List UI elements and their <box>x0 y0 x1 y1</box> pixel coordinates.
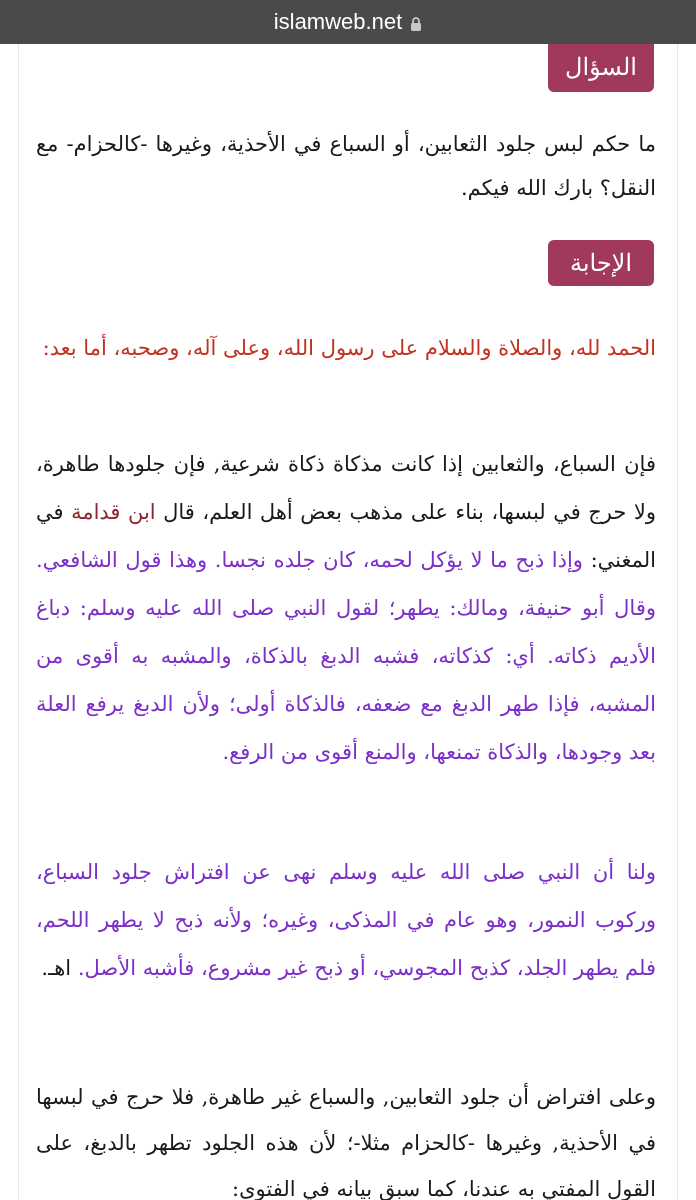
answer-paragraph-1 <box>36 440 656 776</box>
answer-intro: الحمد لله، والصلاة والسلام على رسول الله، وعلى آله، وصحبه، أما بعد: <box>42 336 656 360</box>
answer-paragraph-3: وعلى افتراض أن جلود الثعابين, والسباع غير طاهرة, فلا حرج في لبسها في الأحذية, وغيرها -كالحزام مثلا-؛ لأن هذه الجلود تطهر بالدبغ، على القول المفتي به عندنا، كما سبق بيانه في الفتوى: <box>36 1085 656 1200</box>
question-tab: السؤال <box>548 44 654 92</box>
page-content <box>0 44 696 1200</box>
question-text: ما حكم لبس جلود الثعابين، أو السباع في الأحذية، وغيرها -كالحزام- مع النقل؟ بارك الله فيكم. <box>36 132 656 200</box>
paragraph-text: فإن السباع، والثعابين إذا كانت مذكاة ذكاة شرعية, فإن جلودها طاهرة، ولا حرج في لبسها، بناء على مذهب بعض أهل العلم، قال <box>36 452 656 524</box>
answer-paragraph-2 <box>36 848 656 992</box>
url-domain[interactable]: islamweb.net <box>273 9 403 34</box>
scholar-link[interactable]: ابن قدامة <box>71 500 156 524</box>
browser-address-bar[interactable] <box>0 0 696 44</box>
source-reference: في المغني: <box>36 500 656 572</box>
quoted-text: ولنا أن النبي صلى الله عليه وسلم نهى عن افتراش جلود السباع، وركوب النمور، وهو عام في المذكى، وغيره؛ ولأنه ذبح لا يطهر اللحم، فلم يطهر الجلد، كذبح المجوسي، أو ذبح غير مشروع، فأشبه الأصل. <box>36 860 656 980</box>
lock-icon <box>410 17 422 31</box>
quote-end-marker: اهـ. <box>41 956 78 980</box>
quoted-text: وإذا ذبح ما لا يؤكل لحمه، كان جلده نجسا. وهذا قول الشافعي. وقال أبو حنيفة، ومالك: يطهر؛ لقول النبي صلى الله عليه وسلم: دباغ الأديم ذكاته. أي: كذكاته، فشبه الدبغ بالذكاة، والمشبه به أقوى من المشبه، فإذا طهر الدبغ مع ضعفه، فالذكاة أولى؛ ولأن الدبغ يرفع العلة بعد وجودها، والذكاة تمنعها، والمنع أقوى من الرفع. <box>36 548 656 764</box>
answer-tab: الإجابة <box>548 240 654 286</box>
